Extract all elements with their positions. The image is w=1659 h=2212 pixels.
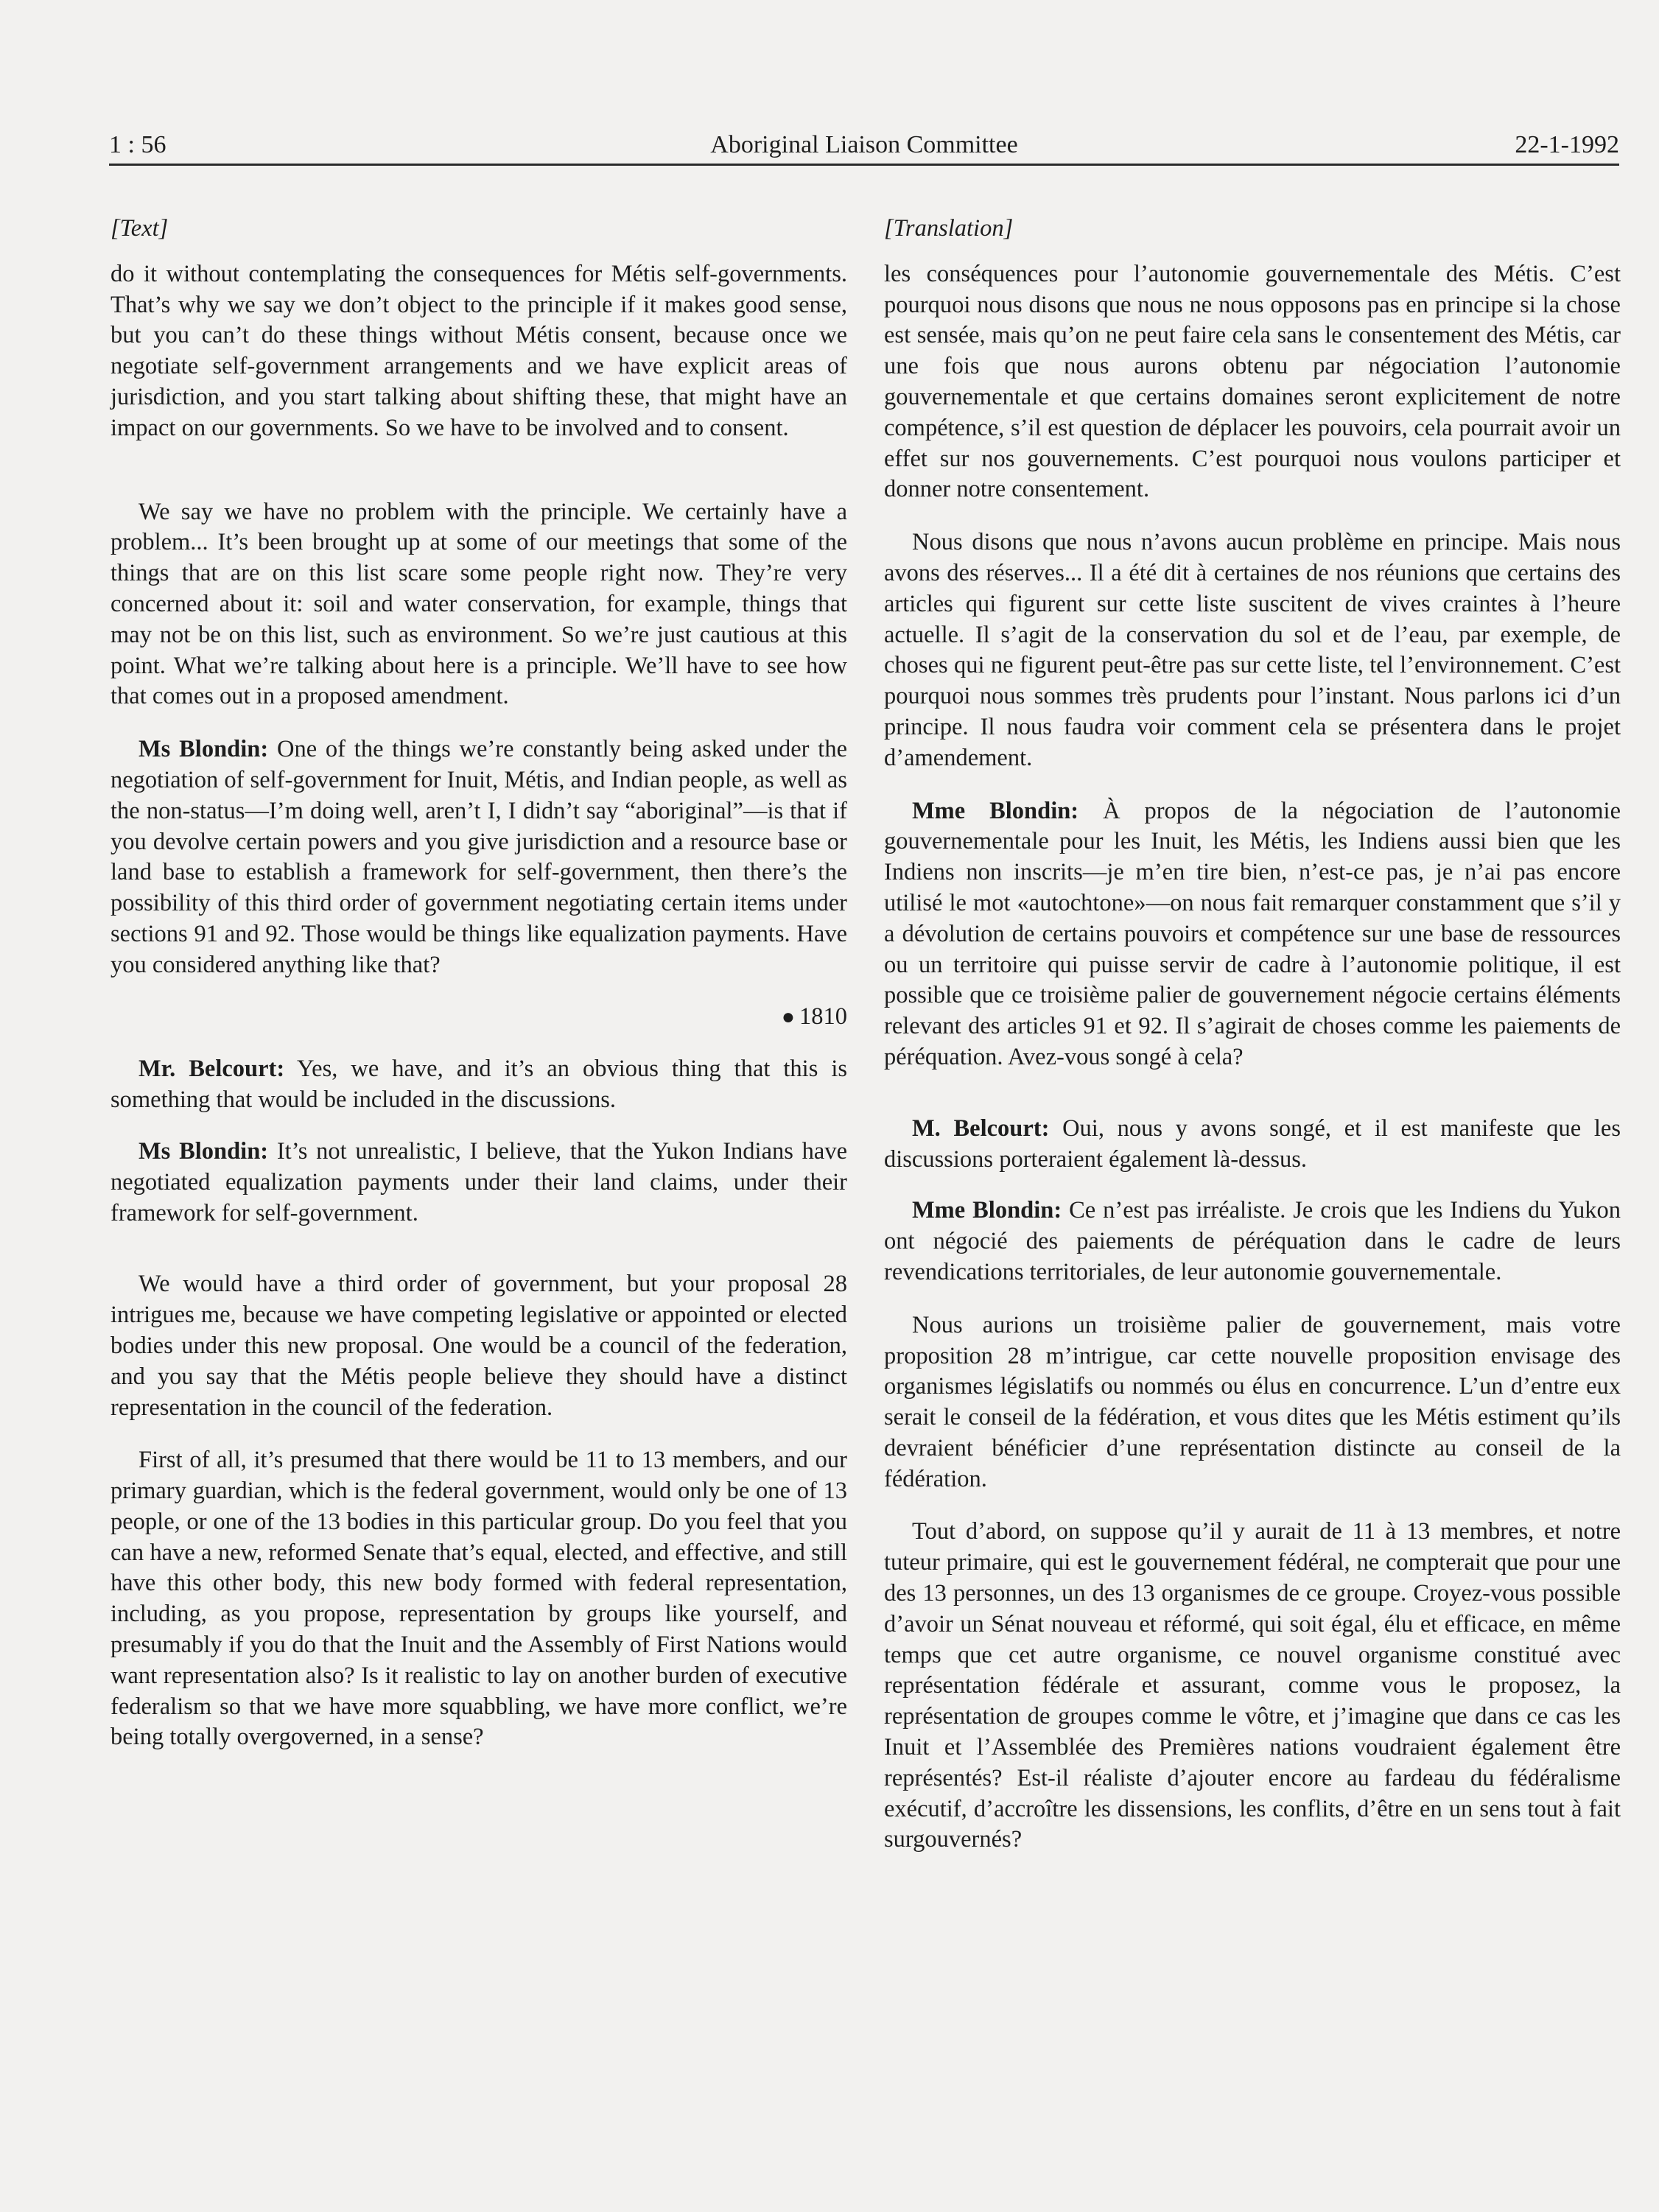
- paragraph: Nous disons que nous n’avons aucun problème en principe. Mais nous avons des réserves... Il a été dit à certaines de nos réunions que certains des articles qui figurent sur cette liste suscitent de vives craintes à l’heure actuelle. Il s’agit de la conservation du sol et de l’eau, par exemple, de choses qui ne figurent peut-être pas sur cette liste, tel l’environnement. C’est pourquoi nous sommes très prudents pour l’instant. Nous parlons ici d’un principe. Il nous faudra voir comment cela se présentera dans le projet d’amendement.: [884, 529, 1621, 771]
- speaker-paragraph: [111, 1054, 847, 1116]
- speaker-name: Mme Blondin:: [912, 797, 1079, 824]
- column-label-translation: [Translation]: [884, 215, 1014, 242]
- speech-text: Oui, nous y avons songé, et il est manifeste que les discussions porteraient également là-dessus.: [884, 1114, 1621, 1173]
- speaker-name: M. Belcourt:: [912, 1114, 1050, 1142]
- speech-text: It’s not unrealistic, I believe, that the Yukon Indians have negotiated equalization payments under their land claims, under their framework for self-government.: [111, 1137, 847, 1226]
- paragraph: do it without contemplating the consequences for Métis self-governments. That’s why we say we don’t object to the principle if it makes good sense, but you can’t do these things without Métis consent, because once we negotiate self-government arrangements and we have explicit areas of jurisdiction, and you start talking about shifting these, that might have an impact on our governments. So we have to be involved and to consent.: [111, 260, 847, 441]
- speaker-paragraph: [111, 1137, 847, 1229]
- speech-text: Yes, we have, and it’s an obvious thing that this is something that would be included in the discussions.: [111, 1056, 847, 1114]
- page-number: 1 : 56: [109, 131, 166, 158]
- speaker-name: Mr. Belcourt:: [138, 1056, 285, 1083]
- speaker-name: Mme Blondin:: [912, 1197, 1062, 1224]
- speech-text: One of the things we’re constantly being asked under the negotiation of self-government for Inuit, Métis, and Indian people, as well as the non-status—I’m doing well, aren’t I, I didn’t say “aboriginal”—is that if you devolve certain powers and you give jurisdiction and a resource base or land base to establish a framework for self-government, then there’s the possibility of this third order of government negotiating certain items under sections 91 and 92. Those would be things like equalization payments. Have you considered anything like that?: [111, 736, 848, 978]
- speech-text: À propos de la négociation de l’autonomie gouvernementale pour les Inuit, les Métis, les Indiens aussi bien que les Indiens non inscrits—je m’en tire bien, n’est-ce pas, je n’ai pas encore utilisé le mot «autochtone»—on nous fait remarquer constamment que s’il y a dévolution de certains pouvoirs et compétence sur une base de ressources ou un territoire qui puisse servir de cadre à l’autonomie politique, il est possible que ce troisième palier de gouvernement négocie certains éléments relevant des articles 91 et 92. Il s’agirait de choses comme les paiements de péréquation. Avez-vous songé à cela?: [884, 797, 1621, 1070]
- paragraph: les conséquences pour l’autonomie gouvernementale des Métis. C’est pourquoi nous disons que nous ne nous opposons pas en principe si la chose est sensée, mais qu’on ne peut faire cela sans le consentement des Métis, car une fois que nous aurons obtenu par négociation l’autonomie gouvernementale et que certains domaines seront explicitement de notre compétence, s’il est question de déplacer les pouvoirs, cela pourrait avoir un effet sur nos gouvernements. C’est pourquoi nous voulons participer et donner notre consentement.: [884, 260, 1621, 503]
- english-column: [111, 214, 847, 1753]
- speaker-paragraph: [884, 1195, 1621, 1288]
- speaker-paragraph: [884, 796, 1621, 1073]
- bullet-icon: ●: [781, 1004, 795, 1029]
- column-label-text: [Text]: [111, 215, 169, 242]
- speaker-paragraph: [884, 1114, 1621, 1176]
- page-header: [109, 127, 1619, 166]
- paragraph: Nous aurions un troisième palier de gouvernement, mais votre proposition 28 m’intrigue, car cette nouvelle proposition envisage des organismes législatifs ou nommés ou élus en concurrence. L’un d’entre eux serait le conseil de la fédération, et vous dites que les Métis estiment qu’ils devraient bénéficier d’une représentation distincte au conseil de la fédération.: [884, 1311, 1621, 1492]
- french-column: [884, 214, 1621, 1855]
- committee-title: Aboriginal Liaison Committee: [710, 131, 1018, 158]
- paragraph: Tout d’abord, on suppose qu’il y aurait de 11 à 13 membres, et notre tuteur primaire, qui est le gouvernement fédéral, ne compterait que pour une des 13 personnes, un des 13 organismes de ce groupe. Croyez-vous possible d’avoir un Sénat nouveau et réformé, qui soit égal, élu et efficace, en même temps que cet autre organisme, ce nouvel organisme constitué avec représentation fédérale et assurant, comme vous le proposez, la représentation de groupes comme le vôtre, et j’imagine que dans ce cas les Inuit et l’Assemblée des Premières nations voudraient également être représentés? Est-il réaliste d’ajouter encore au fardeau du fédéralisme exécutif, d’accroître les dissensions, les conflits, d’être en un sens tout à fait surgouvernés?: [884, 1518, 1621, 1853]
- speaker-name: Ms Blondin:: [138, 736, 269, 763]
- speaker-name: Ms Blondin:: [138, 1137, 269, 1165]
- header-date: 22-1-1992: [1515, 131, 1619, 158]
- timestamp: [111, 1002, 847, 1033]
- speaker-paragraph: [111, 734, 847, 980]
- speech-text: Ce n’est pas irréaliste. Je crois que les Indiens du Yukon ont négocié des paiements de péréquation dans le cadre de leurs revendications territoriales, de leur autonomie gouvernementale.: [884, 1197, 1621, 1285]
- timestamp-value: 1810: [799, 1003, 847, 1030]
- paragraph: We would have a third order of government, but your proposal 28 intrigues me, because we have competing legislative or appointed or elected bodies under this new proposal. One would be a council of the federation, and you say that the Métis people believe they should have a distinct representation in the council of the federation.: [111, 1271, 847, 1421]
- paragraph: We say we have no problem with the principle. We certainly have a problem... It’s been brought up at some of our meetings that some of the things that are on this list scare some people right now. They’re very concerned about it: soil and water conservation, for example, things that may not be on this list, such as environment. So we’re just cautious at this point. What we’re talking about here is a principle. We’ll have to see how that comes out in a proposed amendment.: [111, 498, 847, 710]
- paragraph: First of all, it’s presumed that there would be 11 to 13 members, and our primary guardian, which is the federal government, would only be one of 13 people, or one of the 13 bodies in this particular group. Do you feel that you can have a new, reformed Senate that’s equal, elected, and effective, and still have this other body, this new body formed with federal representation, including, as you propose, representation by groups like yourself, and presumably if you do that the Inuit and the Assembly of First Nations would want representation also? Is it realistic to lay on another burden of executive federalism so that we have more squabbling, we have more conflict, we’re being totally overgoverned, in a sense?: [111, 1447, 847, 1751]
